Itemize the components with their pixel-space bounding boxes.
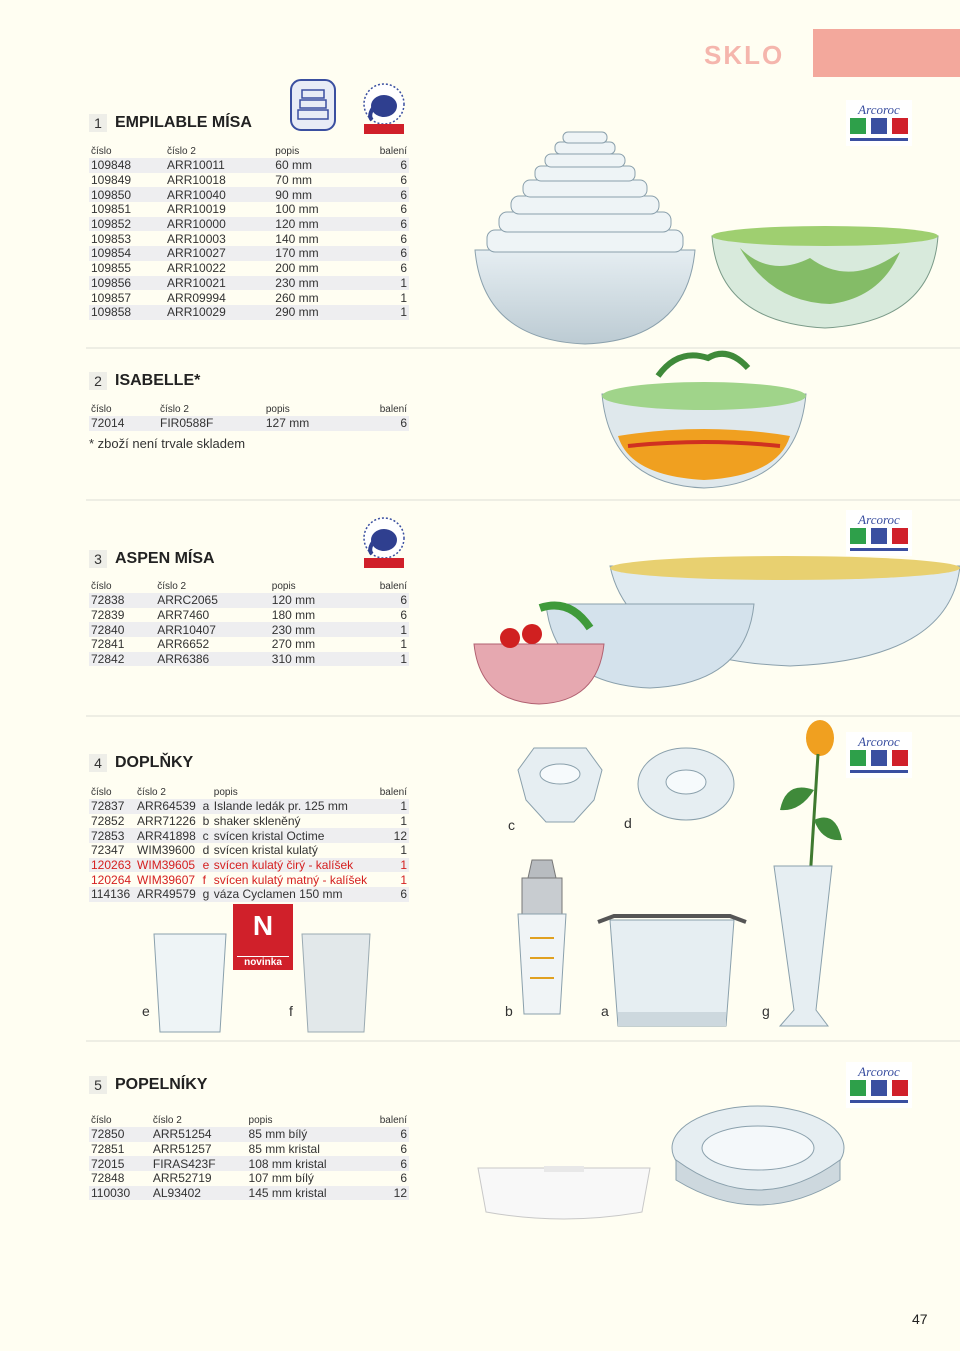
table-cell: 180 mm [271, 608, 316, 623]
table-row [89, 1127, 409, 1142]
table-cell: 1 [400, 843, 407, 858]
arcoroc-logo-icon [846, 1062, 912, 1108]
product-table-empilable [89, 144, 409, 320]
table-cell: 109857 [91, 290, 132, 305]
image-label-a: a [601, 1003, 609, 1019]
table-cell: ARR10040 [165, 187, 273, 202]
table-cell: 85 mm kristal [248, 1142, 320, 1157]
novinka-letter: N [252, 910, 274, 941]
table-cell: c [201, 828, 212, 843]
column-header-letter [201, 785, 212, 799]
table-row [89, 246, 409, 261]
table-header-row [89, 1113, 409, 1127]
table-cell: 72848 [91, 1171, 125, 1186]
table-row [89, 858, 409, 873]
table-cell: 109856 [89, 276, 165, 291]
table-header-row [89, 402, 409, 416]
table-cell: 72839 [91, 608, 125, 623]
table-cell: svícen kulatý matný - kalíšek [213, 872, 368, 887]
table-cell: 90 mm [273, 187, 355, 202]
table-row [89, 187, 409, 202]
table-cell: 114136 [89, 887, 135, 902]
extra-resistant-elephant-icon [356, 80, 412, 136]
table-cell: ARR10019 [167, 202, 226, 217]
table-cell: 60 mm [273, 158, 355, 173]
table-cell: ARR51257 [152, 1142, 212, 1157]
table-cell: 1 [400, 290, 407, 305]
table-cell: ARR10021 [165, 276, 273, 291]
table-cell: Islande ledák pr. 125 mm [212, 799, 377, 814]
table-cell: ARR09994 [167, 290, 226, 305]
table-row [89, 843, 409, 858]
table-cell: 109852 [89, 217, 165, 232]
table-row [89, 887, 409, 902]
isabelle-bowl-image [598, 346, 810, 492]
table-cell: 72014 [89, 416, 158, 431]
table-row [89, 416, 409, 431]
table-row [89, 231, 409, 246]
table-cell: 1 [354, 622, 409, 637]
table-cell: 107 mm bílý [248, 1171, 314, 1186]
table-cell: ARR10027 [165, 246, 273, 261]
table-cell: ARR64539 [135, 799, 201, 814]
ashtray-white-image [474, 1160, 654, 1226]
table-cell: 72347 [91, 843, 125, 858]
table-row [89, 305, 409, 320]
table-row [89, 276, 409, 291]
table-cell: a [201, 799, 212, 814]
table-cell: ARR41898 [135, 828, 201, 843]
vase-cyclamen-image [770, 720, 846, 1034]
table-cell: 109851 [91, 202, 132, 217]
image-label-g: g [762, 1003, 770, 1019]
table-row [89, 637, 409, 652]
table-header-row [89, 579, 409, 593]
table-cell: 6 [364, 1156, 409, 1171]
ice-bucket-image [594, 912, 750, 1034]
arcoroc-logo-icon [846, 732, 912, 778]
image-label-b: b [505, 1003, 513, 1019]
table-cell: ARR10018 [167, 173, 226, 188]
table-cell: 6 [355, 158, 409, 173]
table-cell: 120 mm [273, 217, 355, 232]
table-cell: 260 mm [275, 290, 319, 305]
table-row [89, 593, 409, 608]
table-cell: ARR51254 [151, 1127, 247, 1142]
table-cell: 6 [364, 1127, 409, 1142]
section-title: EMPILABLE MÍSA [115, 114, 252, 131]
table-cell: 72852 [91, 814, 125, 829]
svg-text:Arcoroc: Arcoroc [858, 734, 900, 749]
table-cell: 230 mm [273, 276, 355, 291]
table-cell: 72853 [89, 828, 135, 843]
table-cell: 109853 [91, 231, 132, 246]
table-cell: 1 [376, 858, 409, 873]
table-cell: 1 [376, 799, 409, 814]
section-number: 4 [89, 754, 107, 772]
shaker-image [510, 858, 574, 1018]
column-header-cislo: číslo [91, 403, 112, 415]
table-cell: ARR7460 [157, 608, 210, 623]
table-cell: 6 [355, 246, 409, 261]
table-cell: WIM39607 [137, 872, 196, 887]
table-row [89, 608, 409, 623]
table-cell: 6 [400, 1142, 407, 1157]
table-row [89, 202, 409, 217]
table-cell: e [201, 858, 212, 873]
candle-cup-clear-image [150, 930, 230, 1036]
table-row [89, 1142, 409, 1157]
column-header-popis: popis [213, 786, 238, 798]
table-cell: 72842 [89, 652, 155, 667]
section-divider [86, 499, 960, 501]
image-label-c: c [508, 817, 515, 833]
column-header-cislo2: číslo 2 [152, 1114, 182, 1126]
table-cell: 6 [354, 593, 409, 608]
table-cell: ARRC2065 [155, 593, 270, 608]
table-cell: váza Cyclamen 150 mm [212, 887, 377, 902]
table-cell: 120264 [91, 872, 132, 887]
product-table-popelniky [89, 1113, 409, 1200]
section-divider [86, 1040, 960, 1042]
stock-note: * zboží není trvale skladem [89, 436, 246, 451]
table-row [89, 872, 409, 887]
table-cell: 1 [400, 872, 407, 887]
table-cell: svícen kristal kulatý [213, 843, 318, 858]
column-header-cislo2: číslo 2 [137, 786, 166, 798]
table-cell: 6 [351, 416, 409, 431]
table-cell: ARR10022 [167, 261, 226, 276]
extra-resistant-elephant-icon [356, 514, 412, 570]
table-cell: shaker skleněný [213, 814, 301, 829]
candle-holder-round-image [636, 744, 736, 824]
svg-text:Arcoroc: Arcoroc [858, 1064, 900, 1079]
table-cell: 145 mm kristal [247, 1186, 365, 1201]
table-row [89, 814, 409, 829]
column-header-popis: popis [271, 580, 296, 592]
column-header-cislo: číslo [91, 1114, 112, 1126]
table-cell: 200 mm [275, 261, 319, 276]
product-table-doplnky [89, 785, 409, 902]
table-cell: AL93402 [151, 1186, 247, 1201]
table-cell: 120263 [89, 858, 135, 873]
table-cell: 310 mm [270, 652, 354, 667]
svg-text:Arcoroc: Arcoroc [858, 512, 900, 527]
table-cell: ARR6386 [155, 652, 270, 667]
ashtray-crystal-image [668, 1100, 848, 1212]
table-cell: ARR10003 [167, 231, 226, 246]
table-cell: WIM39605 [135, 858, 201, 873]
column-header-cislo2: číslo 2 [159, 403, 189, 415]
table-row [89, 290, 409, 305]
table-cell: 6 [400, 231, 407, 246]
section-title: POPELNÍKY [115, 1076, 208, 1093]
table-cell: d [202, 843, 210, 858]
table-cell: ARR49579 [135, 887, 201, 902]
table-cell: 109848 [89, 158, 165, 173]
section-title: ISABELLE* [115, 372, 201, 389]
section-title: ASPEN MÍSA [115, 550, 215, 567]
header-accent-block [813, 29, 960, 77]
table-cell: 72851 [91, 1142, 125, 1157]
image-label-d: d [624, 815, 632, 831]
table-cell: 6 [400, 261, 407, 276]
aspen-bowls-image [470, 548, 960, 706]
table-cell: ARR10029 [165, 305, 273, 320]
table-cell: 109855 [91, 261, 132, 276]
column-header-baleni: balení [379, 403, 407, 415]
table-cell: 72841 [91, 637, 125, 652]
table-cell: 6 [400, 202, 407, 217]
column-header-cislo2: číslo 2 [157, 580, 187, 592]
page-header-title: SKLO [704, 40, 785, 70]
table-cell: ARR52719 [152, 1171, 212, 1186]
table-cell: b [202, 814, 210, 829]
table-cell: svícen kristal Octime [212, 828, 377, 843]
table-row [89, 1186, 409, 1201]
table-cell: ARR10000 [165, 217, 273, 232]
page-number: 47 [912, 1311, 928, 1327]
table-cell: 109850 [89, 187, 165, 202]
table-cell: 109858 [89, 305, 165, 320]
column-header-popis: popis [265, 403, 290, 415]
table-cell: ARR10407 [155, 622, 270, 637]
table-row [89, 828, 409, 843]
table-cell: 1 [354, 652, 409, 667]
table-cell: 109854 [89, 246, 165, 261]
table-cell: 72837 [89, 799, 135, 814]
table-header-row [89, 144, 409, 158]
table-cell: 85 mm bílý [247, 1127, 365, 1142]
table-row [89, 158, 409, 173]
arcoroc-logo-icon [846, 100, 912, 146]
table-cell: f [202, 872, 206, 887]
column-header-baleni: balení [379, 145, 407, 157]
image-label-e: e [142, 1003, 150, 1019]
section-3-heading [89, 550, 215, 568]
table-cell: 1 [355, 276, 409, 291]
column-header-baleni: balení [379, 1114, 407, 1126]
table-cell: WIM39600 [137, 843, 196, 858]
table-row [89, 622, 409, 637]
salad-bowl-image [710, 218, 940, 330]
table-cell: svícen kulatý čirý - kalíšek [212, 858, 377, 873]
novinka-badge [233, 904, 293, 970]
table-cell: 110030 [89, 1186, 151, 1201]
table-cell: FIR0588F [158, 416, 264, 431]
section-number: 2 [89, 372, 107, 390]
product-table-isabelle [89, 402, 409, 431]
empilable-badge-icon [288, 76, 338, 134]
table-cell: 6 [400, 608, 407, 623]
table-cell: FIRAS423F [151, 1156, 247, 1171]
table-cell: 108 mm kristal [247, 1156, 365, 1171]
table-cell: 12 [364, 1186, 409, 1201]
section-2-heading [89, 372, 200, 390]
table-cell: 72850 [89, 1127, 151, 1142]
section-4-heading [89, 754, 193, 772]
table-cell: 170 mm [273, 246, 355, 261]
candle-cup-matte-image [298, 930, 374, 1036]
column-header-cislo2: číslo 2 [167, 145, 196, 157]
candle-holder-octime-image [514, 744, 606, 826]
stacked-bowls-image [473, 130, 697, 348]
column-header-popis: popis [275, 145, 300, 157]
table-cell: 6 [355, 187, 409, 202]
section-divider [86, 347, 960, 349]
table-row [89, 261, 409, 276]
table-row [89, 1171, 409, 1186]
novinka-text: novinka [237, 956, 289, 968]
table-cell: 72015 [89, 1156, 151, 1171]
section-1-heading [89, 114, 252, 132]
table-row [89, 1156, 409, 1171]
section-number: 1 [89, 114, 107, 132]
table-cell: 120 mm [270, 593, 354, 608]
table-cell: 6 [355, 217, 409, 232]
table-cell: 72838 [89, 593, 155, 608]
section-title: DOPLŇKY [115, 754, 194, 771]
table-cell: 70 mm [275, 173, 312, 188]
image-label-f: f [289, 1003, 293, 1019]
table-cell: 230 mm [270, 622, 354, 637]
svg-text:Arcoroc: Arcoroc [858, 102, 900, 117]
table-cell: ARR6652 [157, 637, 210, 652]
table-cell: 127 mm [264, 416, 351, 431]
table-cell: 1 [400, 814, 407, 829]
table-cell: 1 [400, 637, 407, 652]
table-cell: 100 mm [275, 202, 319, 217]
column-header-cislo: číslo [91, 786, 112, 798]
column-header-popis: popis [248, 1114, 273, 1126]
section-number: 5 [89, 1076, 107, 1094]
table-row [89, 173, 409, 188]
product-table-aspen [89, 579, 409, 666]
column-header-cislo: číslo [91, 145, 112, 157]
table-row [89, 652, 409, 667]
table-row [89, 799, 409, 814]
table-cell: 6 [400, 1171, 407, 1186]
column-header-baleni: balení [379, 786, 407, 798]
table-cell: ARR71226 [137, 814, 196, 829]
table-cell: 6 [400, 173, 407, 188]
table-header-row [89, 785, 409, 799]
table-cell: 290 mm [273, 305, 355, 320]
table-cell: 109849 [91, 173, 132, 188]
column-header-baleni: balení [379, 580, 407, 592]
section-divider [86, 715, 960, 717]
table-cell: 140 mm [275, 231, 319, 246]
table-cell: 12 [376, 828, 409, 843]
section-5-heading [89, 1076, 207, 1094]
table-cell: 72840 [89, 622, 155, 637]
section-number: 3 [89, 550, 107, 568]
table-cell: 1 [355, 305, 409, 320]
table-cell: 6 [376, 887, 409, 902]
table-cell: ARR10011 [165, 158, 273, 173]
column-header-cislo: číslo [91, 580, 112, 592]
table-cell: g [201, 887, 212, 902]
table-cell: 270 mm [271, 637, 316, 652]
table-row [89, 217, 409, 232]
